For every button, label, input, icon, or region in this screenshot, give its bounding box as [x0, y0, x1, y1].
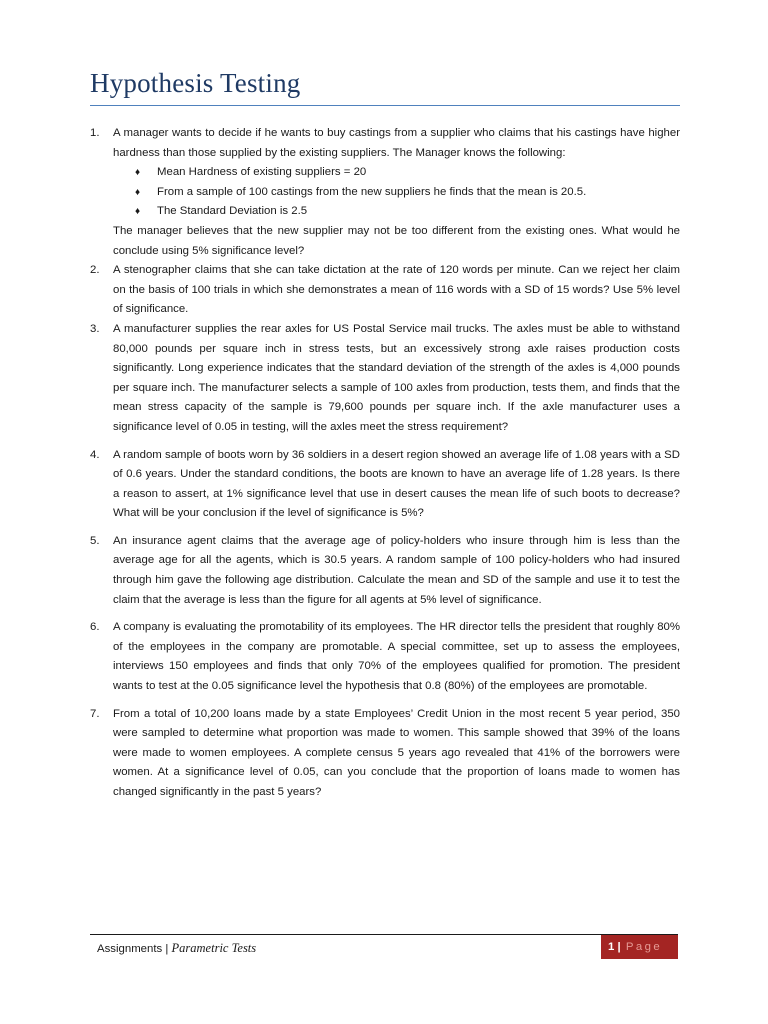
question-item — [90, 124, 680, 261]
footer-course: Parametric Tests — [171, 941, 257, 955]
question-text: A random sample of boots worn by 36 soldiers in a desert region showed an average life of 1.08 years with a SD of 0.6 years. Under the standard conditions, the boots are known to have an average life of 1.28 years. Is there a reason to assert, at 1% significance level that use in desert causes the mean life of such boots to decrease? What will be your conclusion if the level of significance is 5%? — [113, 448, 680, 520]
question-number: 1. — [90, 127, 100, 139]
question-item — [90, 618, 680, 696]
question-list — [90, 124, 680, 803]
page-title: Hypothesis Testing — [90, 68, 301, 98]
question-text: From a total of 10,200 loans made by a state Employees’ Credit Union in the most recent 5 year period, 350 were sampled to determine what proportion was made to women. This sample showed that 39% of the loans were made to women employees. A complete census 5 years ago revealed that 41% of the borrowers were women. At a significance level of 0.05, can you conclude that the proportion of loans made to women has changed significantly in the past 5 years? — [113, 707, 680, 798]
page-separator: | — [617, 941, 621, 953]
question-number: 7. — [90, 707, 100, 720]
question-text: An insurance agent claims that the average age of policy-holders who insure through him is less than the average age for all the agents, which is 30.5 years. A random sample of 100 policy-holders who had insured through him gave the following age distribution. Calculate the mean and SD of the sample and use it to test the claim that the average is less than the figure for all agents at 5% level of significance. — [113, 534, 680, 606]
bullet-item — [135, 202, 680, 222]
question-number: 3. — [90, 322, 100, 335]
bullet-item — [135, 183, 680, 203]
footer-section: Assignments — [97, 943, 163, 955]
question-number: 4. — [90, 448, 100, 461]
question-number: 2. — [90, 264, 100, 277]
footer-label — [97, 940, 256, 957]
page-number-badge — [601, 935, 678, 959]
question-text: A manager wants to decide if he wants to buy castings from a supplier who claims that his castings have higher hardness than those supplied by the existing suppliers. The Manager knows the following: — [113, 127, 680, 159]
question-item — [90, 532, 680, 610]
bullet-item — [135, 163, 680, 183]
question-text: The manager believes that the new supplier may not be too different from the existing ones. What would he conclude using 5% significance level? — [113, 224, 680, 257]
diamond-bullet-icon: ♦ — [135, 167, 141, 179]
page-number: 1 — [608, 941, 615, 953]
footer-divider — [90, 934, 678, 935]
question-number: 5. — [90, 534, 100, 547]
title-divider — [90, 105, 680, 106]
question-item — [90, 705, 680, 803]
bullet-text: Mean Hardness of existing suppliers = 20 — [157, 166, 367, 179]
footer-separator: | — [165, 943, 169, 955]
question-item — [90, 446, 680, 524]
question-number: 6. — [90, 621, 100, 634]
question-item — [90, 320, 680, 438]
question-item — [90, 261, 680, 320]
question-text: A manufacturer supplies the rear axles for US Postal Service mail trucks. The axles must be able to withstand 80,000 pounds per square inch in stress tests, but an excessively strong axle raises production costs significantly. Long experience indicates that the standard deviation of the strength of the axles is 4,000 pounds per square inch. The manufacturer selects a sample of 100 axles from production, tests them, and finds that the mean stress capacity of the sample is 79,600 pounds per square inch. If the axle manufacturer uses a significance level of 0.05 in testing, will the axles meet the stress requirement? — [113, 322, 680, 433]
question-text: A stenographer claims that she can take dictation at the rate of 120 words per minute. Can we reject her claim on the basis of 100 trials in which she demonstrates a mean of 116 words with a SD of 15 words? Use 5% level of significance. — [113, 264, 680, 316]
bullet-text: The Standard Deviation is 2.5 — [157, 205, 308, 218]
bullet-list — [113, 163, 680, 222]
diamond-bullet-icon: ♦ — [135, 186, 141, 198]
question-text: A company is evaluating the promotability of its employees. The HR director tells the president that roughly 80% of the employees in the company are promotable. A special committee, set up to assess the employees, interviews 150 employees and finds that only 70% of the employees qualified for promotion. The president wants to test at the 0.05 significance level the hypothesis that 0.8 (80%) of the employees are promotable. — [113, 621, 680, 693]
diamond-bullet-icon: ♦ — [135, 206, 141, 218]
bullet-text: From a sample of 100 castings from the new suppliers he finds that the mean is 20.5. — [157, 185, 587, 198]
page-word: Page — [625, 941, 663, 953]
